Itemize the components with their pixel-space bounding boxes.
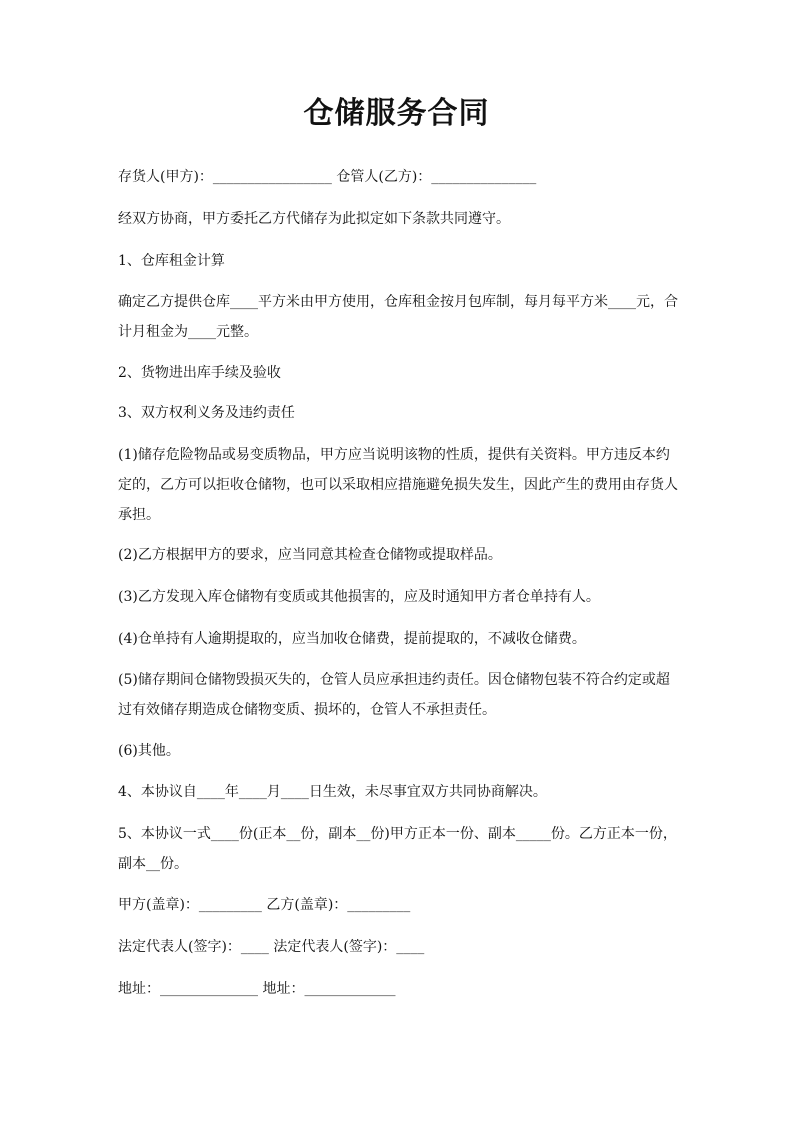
section-4-paragraph: 4、本协议自____年____月____日生效，未尽事宜双方共同协商解决。 (118, 784, 547, 800)
section-1-body: 确定乙方提供仓库____平方米由甲方使用，仓库租金按月包库制，每月每平方米____元，合计月租金为____元整。 (118, 294, 678, 340)
clause-1: (1)储存危险物品或易变质物品，甲方应当说明该物的性质，提供有关资料。甲方违反本约定的，乙方可以拒收仓储物，也可以采取相应措施避免损失发生，因此产生的费用由存货人承担。 (118, 447, 678, 523)
section-5-paragraph: 5、本协议一式____份(正本__份，副本__份)甲方正本一份、副本_____份。乙方正本一份，副本__份。 (118, 826, 677, 872)
document-title: 仓储服务合同 (303, 96, 490, 131)
clause-2: (2)乙方根据甲方的要求，应当同意其检查仓储物或提取样品。 (118, 547, 502, 563)
address-line: 地址：______________ 地址：_____________ (118, 981, 396, 997)
representative-signature-line: 法定代表人(签字)：____ 法定代表人(签字)：____ (118, 939, 425, 955)
seal-line: 甲方(盖章)：_________ 乙方(盖章)：_________ (118, 897, 411, 913)
clause-5: (5)储存期间仓储物毁损灭失的，仓管人员应承担违约责任。因仓储物包装不符合约定或超过有效储存期造成仓储物变质、损坏的，仓管人不承担责任。 (118, 672, 670, 718)
section-3-heading: 3、双方权利义务及违约责任 (118, 405, 295, 421)
clause-3: (3)乙方发现入库仓储物有变质或其他损害的，应及时通知甲方者仓单持有人。 (118, 589, 600, 605)
clause-6: (6)其他。 (118, 743, 180, 759)
intro-paragraph: 经双方协商，甲方委托乙方代储存为此拟定如下条款共同遵守。 (118, 211, 510, 227)
section-2-heading: 2、货物进出库手续及验收 (118, 365, 281, 381)
clause-4: (4)仓单持有人逾期提取的，应当加收仓储费，提前提取的，不减收仓储费。 (118, 631, 586, 647)
section-1-heading: 1、仓库租金计算 (118, 253, 225, 269)
party-line: 存货人(甲方)：_________________ 仓管人(乙方)：_______________ (118, 169, 537, 185)
